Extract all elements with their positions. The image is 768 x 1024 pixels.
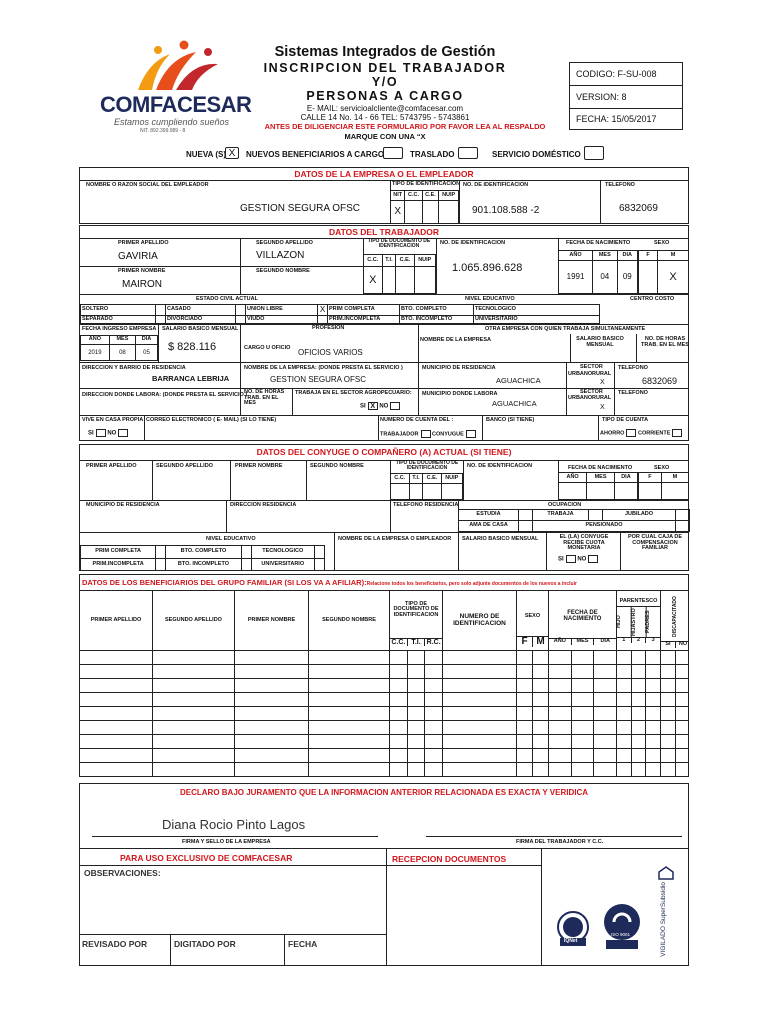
benef-row[interactable] bbox=[80, 721, 690, 735]
trab-horas-label: NO. DE HORAS TRAB. EN EL MES bbox=[244, 389, 285, 406]
cony-mun: MUNICIPIO DE RESIDENCIA bbox=[86, 502, 160, 508]
trab-urbano: URBANO bbox=[568, 371, 593, 377]
benef-sa: SEGUNDO APELLIDO bbox=[153, 591, 235, 651]
trab-separado[interactable]: SEPARADO bbox=[81, 316, 156, 324]
header-subtitle-2: PERSONAS A CARGO bbox=[306, 89, 464, 103]
trab-casa-label: VIVE EN CASA PROPIA bbox=[82, 417, 144, 423]
trab-profesion-label: PROFESION bbox=[312, 325, 345, 331]
trab-year-value[interactable]: 1991 bbox=[559, 261, 593, 294]
benef-sn: SEGUNDO NOMBRE bbox=[309, 591, 390, 651]
trab-tipo-label: TIPO DE DOCUMENTO DE IDENTIFICACION bbox=[367, 238, 431, 249]
vigilado-label: VIGILADO SuperSubsidio bbox=[660, 882, 667, 957]
trab-tel-label: TELEFONO bbox=[618, 365, 648, 371]
cony-pensionado[interactable]: PENSIONADO bbox=[533, 521, 676, 532]
trab-prim-c[interactable]: PRIM COMPLETA bbox=[328, 305, 400, 316]
benef-padres: PADRES bbox=[645, 610, 652, 633]
trab-sa-value[interactable]: VILLAZON bbox=[256, 250, 305, 261]
trab-f-col: F bbox=[639, 251, 658, 261]
benef-id: NUMERO DE IDENTIFICACION bbox=[443, 591, 517, 651]
trab-otra-salario: SALARIO BASICO MENSUAL bbox=[576, 336, 624, 348]
beneficiarios-section bbox=[79, 574, 689, 777]
empresa-tipo-mark[interactable]: X bbox=[391, 201, 405, 224]
benef-p3: 3 bbox=[651, 636, 655, 643]
ahorro-label: AHORRO bbox=[600, 430, 625, 437]
trab-ce-col: C.E. bbox=[396, 255, 414, 267]
header-email: E- MAIL: servicioalcliente@comfacesar.com bbox=[306, 104, 464, 113]
conyuge-title: DATOS DEL CONYUGE O COMPAÑERO (A) ACTUAL (SI TIENE) bbox=[256, 447, 512, 457]
declaracion-text: DECLARO BAJO JURAMENTO QUE LA INFORMACION ANTERIOR RELACIONADA ES EXACTA Y VERIDICA bbox=[179, 788, 589, 797]
trab-id-value[interactable]: 1.065.896.628 bbox=[452, 262, 523, 274]
code-value: CODIGO: F-SU-008 bbox=[576, 69, 657, 79]
trab-union-mark[interactable]: X bbox=[318, 305, 328, 316]
trab-agro-options bbox=[360, 402, 400, 410]
trab-m-col: M bbox=[658, 251, 689, 261]
cuota-si-label: SI bbox=[558, 556, 564, 563]
empresa-nuip-col: NUIP bbox=[439, 191, 459, 201]
mark-instruction: MARQUE CON UNA “X bbox=[344, 132, 426, 141]
brand-tagline: Estamos cumpliendo sueños bbox=[114, 117, 230, 127]
cuenta-trab-checkbox[interactable] bbox=[421, 430, 431, 438]
trab-cargo-value[interactable]: OFICIOS VARIOS bbox=[298, 348, 363, 357]
fecha-label: FECHA bbox=[288, 939, 318, 949]
cuenta-cony-checkbox[interactable] bbox=[466, 430, 476, 438]
benef-p2: 2 bbox=[632, 638, 647, 644]
cony-bto-c[interactable]: BTO. COMPLETO bbox=[166, 546, 241, 559]
trab-soltero[interactable]: SOLTERO bbox=[81, 305, 156, 316]
benef-rc-col: R.C. bbox=[426, 638, 441, 646]
trab-edu-label: NIVEL EDUCATIVO bbox=[465, 296, 515, 302]
agro-si-checkbox[interactable]: X bbox=[368, 402, 378, 410]
trab-rural: RURAL bbox=[592, 371, 612, 377]
empresa-cc-col: C.C. bbox=[405, 191, 422, 201]
trab-ti-col: T.I. bbox=[382, 255, 396, 267]
cony-dir: DIRECCION RESIDENCIA bbox=[230, 502, 297, 508]
cony-trabaja[interactable]: TRABAJA bbox=[533, 510, 589, 521]
cony-caja: POR CUAL CAJA DE COMPENSACION FAMILIAR bbox=[627, 534, 683, 551]
cony-bto-i[interactable]: BTO. INCOMPLETO bbox=[166, 558, 241, 571]
trab-cuenta-label: NUMERO DE CUENTA DEL : bbox=[380, 417, 454, 423]
corriente-checkbox[interactable] bbox=[672, 429, 682, 437]
trab-otra-horas: NO. DE HORAS TRAB. EN EL MES bbox=[641, 336, 689, 348]
trab-cargo-label: CARGO U OFICIO bbox=[244, 345, 291, 351]
cuota-no-checkbox[interactable] bbox=[588, 555, 598, 563]
trab-munlab-value[interactable]: AGUACHICA bbox=[492, 399, 537, 408]
cony-sa: SEGUNDO APELLIDO bbox=[156, 463, 213, 469]
trab-tipocuenta-options bbox=[600, 429, 682, 437]
trab-otra-label: OTRA EMPRESA CON QUIEN TRABAJA SIMULTANEAMENTE bbox=[485, 326, 646, 332]
observaciones-label: OBSERVACIONES: bbox=[84, 868, 161, 878]
benef-ano-col: AÑO bbox=[549, 639, 572, 645]
type-servicio-label: SERVICIO DOMÉSTICO bbox=[492, 150, 581, 159]
benef-p1: 1 bbox=[617, 638, 632, 644]
corriente-label: CORRIENTE bbox=[637, 430, 671, 437]
trab-sector2-mark[interactable]: X bbox=[600, 404, 605, 411]
type-nueva-checkbox[interactable]: X bbox=[225, 147, 239, 159]
cony-tipo: TIPO DE DOCUMENTO DE IDENTIFICACION bbox=[395, 460, 459, 471]
empresa-id-value[interactable]: 901.108.588 -2 bbox=[472, 205, 540, 216]
casa-no-checkbox[interactable] bbox=[118, 429, 128, 437]
trab-sector-mark[interactable]: X bbox=[600, 379, 605, 386]
cony-estudia[interactable]: ESTUDIA bbox=[459, 510, 519, 521]
cony-ce-col: C.E. bbox=[423, 474, 441, 484]
supersubsidio-icon bbox=[658, 866, 674, 880]
iqnet-seal-icon bbox=[556, 910, 590, 950]
trab-sexo-mark[interactable]: X bbox=[658, 261, 689, 294]
benef-sexo: SEXO bbox=[524, 613, 541, 619]
trab-salario-label: SALARIO BASICO MENSUAL bbox=[162, 326, 239, 332]
agro-no-label: NO bbox=[379, 403, 389, 410]
trab-rural2: RURAL bbox=[592, 395, 612, 401]
version-value: VERSION: 8 bbox=[576, 92, 627, 102]
ing-mes-col: MES bbox=[109, 336, 135, 345]
agro-si-label: SI bbox=[360, 403, 366, 410]
logo bbox=[100, 40, 260, 140]
firma-trab-label: FIRMA DEL TRABAJADOR Y C.C. bbox=[516, 839, 604, 845]
benef-dia-col: DIA bbox=[600, 638, 610, 645]
trab-mun-label: MUNICIPIO DE RESIDENCIA bbox=[422, 365, 496, 371]
empresa-tel-label: TELEFONO bbox=[605, 182, 635, 188]
cony-tel: TELEFONO RESIDENCIA bbox=[393, 502, 459, 508]
cony-sn: SEGUNDO NOMBRE bbox=[310, 463, 364, 469]
iso-seal bbox=[602, 902, 642, 952]
trab-pn-label: PRIMER NOMBRE bbox=[118, 268, 166, 274]
trab-tipo-mark[interactable]: X bbox=[364, 267, 383, 294]
trab-dirlab-label: DIRECCION DONDE LABORA: (DONDE PRESTA EL SERVICIO ) bbox=[82, 392, 248, 398]
date-value: FECHA: 15/05/2017 bbox=[576, 114, 657, 124]
trab-sexo-label: SEXO bbox=[654, 240, 670, 246]
trab-mun-value[interactable]: AGUACHICA bbox=[496, 376, 541, 385]
recepcion-title: RECEPCION DOCUMENTOS bbox=[392, 854, 507, 864]
iqnet-seal bbox=[556, 910, 590, 950]
cony-ano-col: AÑO bbox=[559, 473, 587, 483]
brand-nit: NIT. 892.399.989 - 8 bbox=[140, 128, 186, 134]
cuenta-cony-label: CONYUGUE bbox=[432, 431, 464, 438]
trab-pa-label: PRIMER APELLIDO bbox=[118, 240, 169, 246]
ing-year[interactable]: 2019 bbox=[81, 345, 110, 361]
benef-no: NO bbox=[678, 641, 688, 648]
header-subtitle-1: INSCRIPCION DEL TRABAJADOR Y/O bbox=[263, 61, 507, 89]
exclusivo-title: PARA USO EXCLUSIVO DE COMFACESAR bbox=[120, 853, 293, 863]
trab-dir-label: DIRECCION Y BARRIO DE RESIDENCIA bbox=[82, 365, 186, 371]
benef-disc: DISCAPACITADO bbox=[672, 596, 678, 638]
benef-row[interactable] bbox=[80, 763, 690, 777]
trab-mes-col: MES bbox=[593, 251, 617, 261]
firma-empresa-label: FIRMA Y SELLO DE LA EMPRESA bbox=[182, 839, 271, 845]
trab-divorciado[interactable]: DIVORCIADO bbox=[166, 316, 236, 324]
trab-sa-label: SEGUNDO APELLIDO bbox=[256, 240, 313, 246]
trab-day-value[interactable]: 09 bbox=[617, 261, 637, 294]
benef-parentesco: PARENTESCO bbox=[617, 598, 660, 607]
trab-cuenta-options bbox=[380, 430, 476, 438]
benef-row[interactable] bbox=[80, 693, 690, 707]
trab-prim-i[interactable]: PRIM.INCOMPLETA bbox=[328, 316, 400, 324]
cony-empresa: NOMBRE DE LA EMPRESA O EMPLEADOR bbox=[338, 536, 452, 542]
trab-civil-label: ESTADO CIVIL ACTUAL bbox=[196, 296, 258, 302]
firma-nombre: Diana Rocio Pinto Lagos bbox=[162, 817, 306, 832]
agro-no-checkbox[interactable] bbox=[390, 402, 400, 410]
empresa-id-label: NO. DE IDENTIFICACION bbox=[463, 182, 529, 188]
cony-sexo: SEXO bbox=[654, 465, 670, 471]
trab-sn-label: SEGUNDO NOMBRE bbox=[256, 268, 310, 274]
benef-row[interactable] bbox=[80, 707, 690, 721]
declaracion-section bbox=[79, 783, 689, 966]
trab-munlab-label: MUNICIPIO DONDE LABORA bbox=[422, 391, 498, 397]
trabajador-title: DATOS DEL TRABAJADOR bbox=[328, 227, 440, 237]
digitado-label: DIGITADO POR bbox=[174, 939, 236, 949]
empresa-name-value[interactable]: GESTION SEGURA OFSC bbox=[240, 203, 361, 214]
trab-banco-label: BANCO (SI TIENE) bbox=[486, 417, 535, 423]
trab-tec[interactable]: TECNOLOGICO bbox=[474, 305, 600, 316]
benef-pa: PRIMER APELLIDO bbox=[80, 591, 153, 651]
cony-cuota: EL (LA) CONYUGE RECIBE CUOTA MONETARIA bbox=[559, 534, 609, 551]
code-box bbox=[569, 62, 683, 130]
casa-si-label: SI bbox=[88, 430, 94, 437]
trab-cc-col: C.C. bbox=[364, 255, 383, 267]
cony-id: NO. DE IDENTIFICACION bbox=[467, 463, 533, 469]
header-address: CALLE 14 No. 14 - 66 TEL: 5743795 - 5743861 bbox=[300, 113, 470, 122]
iso-label: ISO 9001 bbox=[611, 932, 631, 937]
cony-ocup: OCUPACION bbox=[548, 502, 582, 508]
cuenta-trab-label: TRABAJADOR bbox=[380, 431, 419, 438]
type-traslado-label: TRASLADO bbox=[410, 150, 455, 159]
revisado-label: REVISADO POR bbox=[82, 939, 148, 949]
type-servicio-checkbox[interactable] bbox=[584, 146, 604, 160]
cony-nuip-col: NUIP bbox=[441, 474, 462, 484]
ing-dia-col: DIA bbox=[136, 336, 158, 345]
logo-icon bbox=[100, 40, 260, 96]
header-warning: ANTES DE DILIGENCIAR ESTE FORMULARIO POR FAVOR LEA AL RESPALDO bbox=[264, 122, 546, 131]
brand-name: COMFACESAR bbox=[100, 92, 252, 117]
type-traslado-checkbox[interactable] bbox=[458, 147, 478, 159]
empresa-tel-value[interactable]: 6832069 bbox=[619, 203, 658, 214]
benef-f-col: F bbox=[517, 637, 533, 647]
cuota-si-checkbox[interactable] bbox=[566, 555, 576, 563]
trab-ano-col: AÑO bbox=[559, 251, 593, 261]
benef-row[interactable] bbox=[80, 651, 690, 665]
empresa-title: DATOS DE LA EMPRESA O EL EMPLEADOR bbox=[294, 169, 474, 179]
cony-dia-col: DIA bbox=[614, 473, 637, 483]
supersubsidio-logo bbox=[654, 866, 678, 956]
benef-pn: PRIMER NOMBRE bbox=[235, 591, 309, 651]
cony-univ[interactable]: UNIVERSITARIO bbox=[251, 558, 314, 571]
benef-row[interactable] bbox=[80, 665, 690, 679]
ing-month[interactable]: 08 bbox=[109, 345, 135, 361]
trab-emp-value[interactable]: GESTION SEGURA OFSC bbox=[270, 375, 367, 384]
cony-fn: FECHA DE NACIMIENTO bbox=[568, 465, 633, 471]
cony-f-col: F bbox=[639, 473, 662, 483]
cony-salario: SALARIO BASICO MENSUAL bbox=[462, 536, 539, 542]
trab-sector2-label: SECTOR bbox=[580, 389, 603, 395]
ing-day[interactable]: 05 bbox=[136, 345, 158, 361]
trabajador-section bbox=[79, 225, 689, 441]
benef-title: DATOS DE LOS BENEFICIARIOS DEL GRUPO FAMILIAR (SI LOS VA A AFILIAR): bbox=[82, 578, 367, 587]
trab-id-label: NO. DE IDENTIFICACION bbox=[440, 240, 506, 246]
cony-mes-col: MES bbox=[587, 473, 615, 483]
benef-row[interactable] bbox=[80, 735, 690, 749]
trab-viudo[interactable]: VIUDO bbox=[246, 316, 318, 324]
trab-ingreso-label: FECHA INGRESO EMPRESA bbox=[82, 326, 157, 332]
trab-casa-options bbox=[88, 429, 128, 437]
cony-ama[interactable]: AMA DE CASA bbox=[459, 521, 519, 532]
trab-fn-label: FECHA DE NACIMIENTO bbox=[566, 240, 631, 246]
cony-pa: PRIMER APELLIDO bbox=[86, 463, 137, 469]
type-nuevos-label: NUEVOS BENEFICIARIOS A CARGO bbox=[246, 150, 385, 159]
cony-tec[interactable]: TECNOLOGICO bbox=[251, 546, 314, 559]
trab-salario-value[interactable]: $ 828.116 bbox=[168, 341, 217, 353]
conyuge-section bbox=[79, 444, 689, 571]
trab-agro-label: TRABAJA EN EL SECTOR AGROPECUARIO: bbox=[295, 390, 412, 396]
ing-ano-col: AÑO bbox=[81, 336, 110, 345]
benef-cc-col: C.C. bbox=[390, 639, 408, 646]
trab-bto-i[interactable]: BTO. INCOMPLETO bbox=[400, 316, 474, 324]
trab-tel-value[interactable]: 6832069 bbox=[642, 376, 678, 386]
benef-row[interactable] bbox=[80, 749, 690, 763]
benef-fn: FECHA DE NACIMIENTO bbox=[563, 610, 602, 623]
trab-month-value[interactable]: 04 bbox=[593, 261, 617, 294]
cony-edu: NIVEL EDUCATIVO bbox=[206, 536, 256, 542]
trab-casado[interactable]: CASADO bbox=[166, 305, 236, 316]
trab-union[interactable]: UNION LIBRE bbox=[246, 305, 318, 316]
trab-correo-label: CORREO ELECTRONICO ( E- MAIL) (SI LO TIENE) bbox=[146, 417, 277, 423]
cony-pn: PRIMER NOMBRE bbox=[235, 463, 283, 469]
trab-tel2-label: TELEFONO bbox=[618, 390, 648, 396]
cuota-no-label: NO bbox=[577, 556, 587, 563]
empresa-section bbox=[79, 167, 689, 224]
cony-cuota-options bbox=[558, 555, 598, 563]
empresa-nit-col: NIT bbox=[391, 191, 405, 201]
benef-ti-col: T.I. bbox=[408, 639, 426, 646]
iqnet-label: IQNet bbox=[564, 938, 578, 944]
benef-mes-col: MES bbox=[572, 639, 595, 645]
trab-nuip-col: NUIP bbox=[414, 255, 435, 267]
cony-m-col: M bbox=[661, 473, 688, 483]
benef-tipo: TIPO DE DOCUMENTO DE IDENTIFICACION bbox=[393, 600, 439, 618]
cony-ti-col: T.I. bbox=[409, 474, 423, 484]
benef-si: SI bbox=[661, 642, 676, 648]
type-nueva-label: NUEVA (S) bbox=[186, 150, 226, 159]
casa-no-label: NO bbox=[107, 430, 117, 437]
benef-row[interactable] bbox=[80, 679, 690, 693]
iso-seal-icon bbox=[602, 902, 642, 952]
benef-note: Relacione todos los beneficiarios, pero solo adjunte documentos de los nuevos a incluir bbox=[366, 581, 577, 587]
cony-jubilado[interactable]: JUBILADO bbox=[603, 510, 676, 521]
trab-otra-nombre: NOMBRE DE LA EMPRESA bbox=[420, 337, 491, 343]
benef-m-col: M bbox=[536, 636, 545, 647]
trab-tipocuenta-label: TIPO DE CUENTA bbox=[602, 417, 649, 423]
beneficiarios-table bbox=[79, 590, 689, 777]
type-nuevos-checkbox[interactable] bbox=[383, 147, 403, 159]
cony-prim-i[interactable]: PRIM.INCOMPLETA bbox=[81, 558, 156, 571]
trab-dir-value[interactable]: BARRANCA LEBRIJA bbox=[152, 374, 230, 383]
header-title: Sistemas Integrados de Gestión bbox=[274, 44, 496, 60]
empresa-tipo-label: TIPO DE IDENTIFICACION bbox=[392, 181, 461, 187]
benef-hijastro: HIJASTRO bbox=[632, 607, 647, 637]
ahorro-checkbox[interactable] bbox=[626, 429, 636, 437]
trab-urbano2: URBANO bbox=[568, 395, 593, 401]
empresa-ce-col: C.E. bbox=[422, 191, 439, 201]
empresa-name-label: NOMBRE O RAZON SOCIAL DEL EMPLEADOR bbox=[86, 182, 209, 188]
benef-hijo: HIJO bbox=[617, 607, 632, 637]
casa-si-checkbox[interactable] bbox=[96, 429, 106, 437]
trab-emp-label: NOMBRE DE LA EMPRESA: (DONDE PRESTA EL SERVICIO ) bbox=[244, 365, 403, 371]
trab-centro-label: CENTRO COSTO bbox=[630, 296, 675, 302]
cony-cc-col: C.C. bbox=[391, 474, 410, 484]
trab-dia-col: DIA bbox=[617, 251, 637, 261]
trab-pa-value[interactable]: GAVIRIA bbox=[118, 251, 158, 262]
trab-bto-c[interactable]: BTO. COMPLETO bbox=[400, 305, 474, 316]
trab-pn-value[interactable]: MAIRON bbox=[122, 279, 162, 290]
trab-univ[interactable]: UNIVERSITARIO bbox=[474, 316, 600, 324]
trab-sector-label: SECTOR bbox=[580, 364, 603, 370]
cony-prim-c[interactable]: PRIM COMPLETA bbox=[81, 546, 156, 559]
